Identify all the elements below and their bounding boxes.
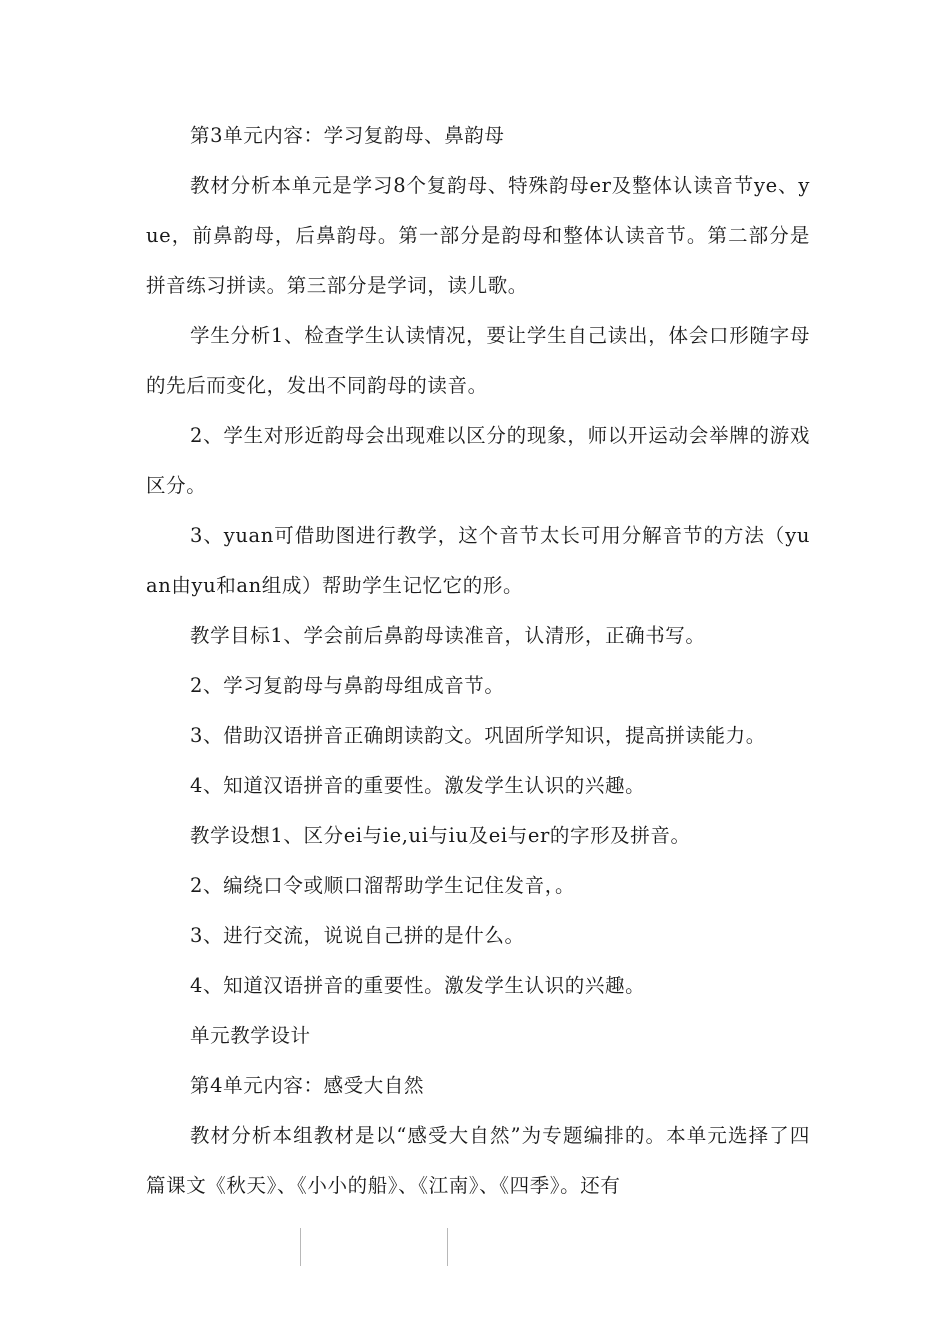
unit3-student-analysis-2: 2、学生对形近韵母会出现难以区分的现象，师以开运动会举牌的游戏区分。 xyxy=(146,424,810,497)
unit3-teaching-idea-2: 2、编绕口令或顺口溜帮助学生记住发音，。 xyxy=(190,874,576,897)
unit3-heading: 第3单元内容：学习复韵母、鼻韵母 xyxy=(190,124,505,147)
unit3-teaching-goal-2: 2、学习复韵母与鼻韵母组成音节。 xyxy=(190,674,505,697)
footer-divider-left xyxy=(300,1228,301,1266)
footer-divider-right xyxy=(447,1228,448,1266)
unit-teaching-design-heading: 单元教学设计 xyxy=(190,1024,311,1047)
unit4-heading: 第4单元内容：感受大自然 xyxy=(190,1074,425,1097)
unit3-material-analysis: 教材分析本单元是学习8个复韵母、特殊韵母er及整体认读音节ye、yue，前鼻韵母，后鼻韵母。第一部分是韵母和整体认读音节。第二部分是拼音练习拼读。第三部分是学词，读儿歌。 xyxy=(146,174,810,297)
unit3-teaching-idea-3: 3、进行交流，说说自己拼的是什么。 xyxy=(190,924,525,947)
unit3-teaching-idea-1: 教学设想1、区分ei与ie,ui与iu及ei与er的字形及拼音。 xyxy=(190,824,691,847)
unit3-teaching-idea-4: 4、知道汉语拼音的重要性。激发学生认识的兴趣。 xyxy=(190,974,646,997)
unit3-teaching-goal-4: 4、知道汉语拼音的重要性。激发学生认识的兴趣。 xyxy=(190,774,646,797)
unit3-student-analysis-1: 学生分析1、检查学生认读情况，要让学生自己读出，体会口形随字母的先后而变化，发出不同韵母的读音。 xyxy=(146,324,810,397)
unit4-material-analysis: 教材分析本组教材是以“感受大自然”为专题编排的。本单元选择了四篇课文《秋天》、《小小的船》、《江南》、《四季》。还有 xyxy=(146,1124,810,1197)
unit3-teaching-goal-1: 教学目标1、学会前后鼻韵母读准音，认清形，正确书写。 xyxy=(190,624,706,647)
unit3-teaching-goal-3: 3、借助汉语拼音正确朗读韵文。巩固所学知识，提高拼读能力。 xyxy=(190,724,766,747)
unit3-student-analysis-3: 3、yuan可借助图进行教学，这个音节太长可用分解音节的方法（yuan由yu和an组成）帮助学生记忆它的形。 xyxy=(146,524,810,597)
